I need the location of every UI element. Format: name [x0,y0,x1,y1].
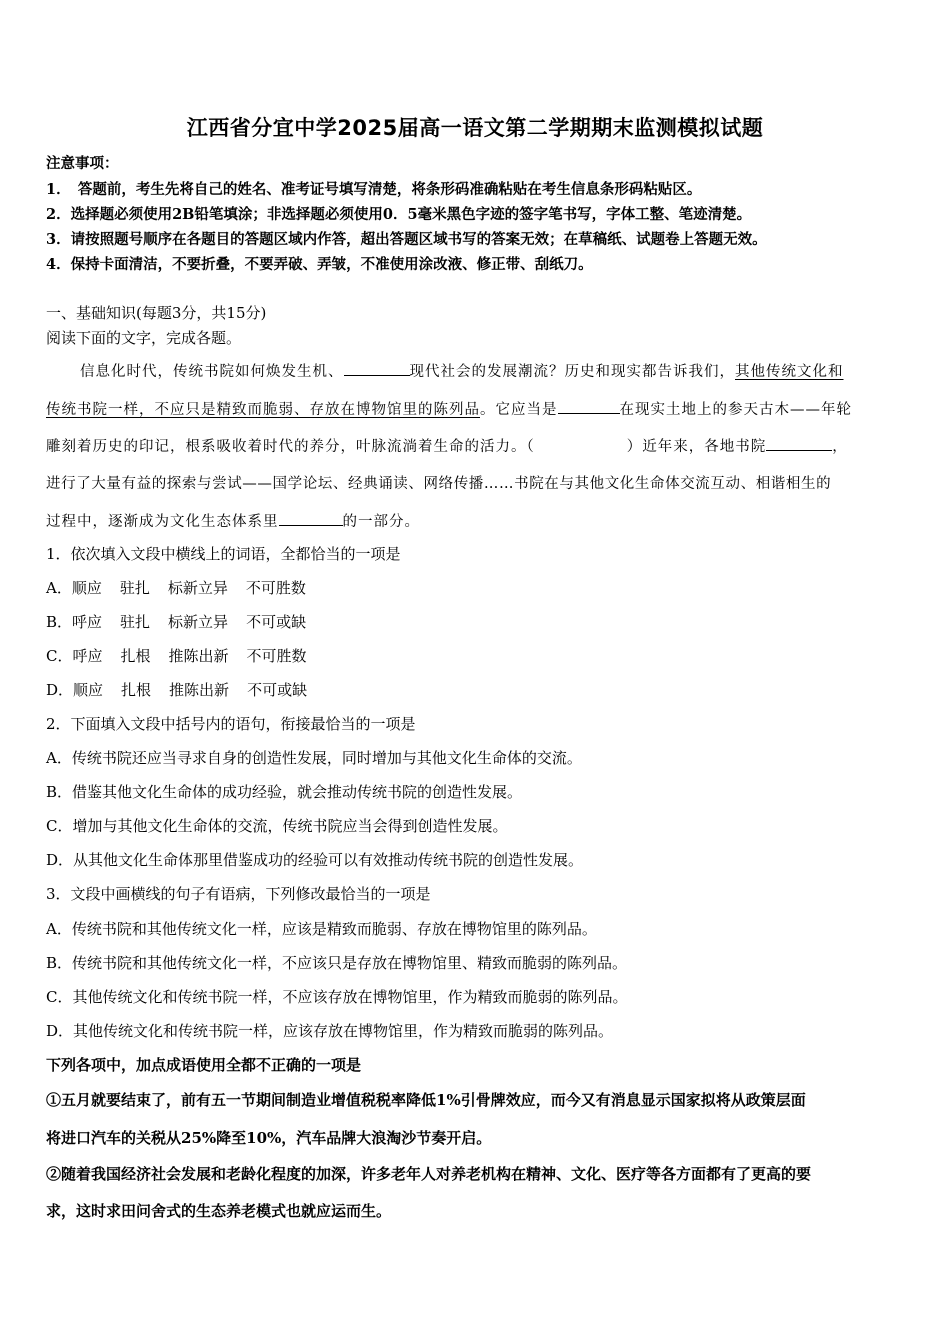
question-1-option-a: A．顺应 驻扎 标新立异 不可胜数 [46,579,306,597]
question-4-item-1: ①五月就要结束了，前有五一节期间制造业增值税税率降低1%引骨牌效应，而今又有消息显示国家拟将从政策层面 [46,1091,806,1109]
question-4-item-2-cont: 求，这时求田问舍式的生态养老模式也就应运而生。 [46,1202,392,1220]
notice-item: 3．请按照题号顺序在各题目的答题区域内作答，超出答题区域书写的答案无效；在草稿纸、试题卷上答题无效。 [46,231,767,248]
question-4-item-2: ②随着我国经济社会发展和老龄化程度的加深，许多老年人对养老机构在精神、文化、医疗等各方面都有了更高的要 [46,1165,812,1183]
question-4-item-1-cont: 将进口汽车的关税从25%降至10%，汽车品牌大浪淘沙节奏开启。 [46,1129,492,1147]
question-4-stem: 下列各项中，加点成语使用全都不正确的一项是 [46,1056,362,1074]
question-2-option-c: C．增加与其他文化生命体的交流，传统书院应当会得到创造性发展。 [46,817,508,835]
underlined-sentence: 其他传统文化和 [735,364,844,380]
blank-3 [766,436,832,451]
passage-line-4: 进行了大量有益的探索与尝试——国学论坛、经典诵读、网络传播……书院在与其他文化生命体交流互动、相谐相生的 [46,476,832,492]
page-title: 江西省分宜中学2025届高一语文第二学期期末监测模拟试题 [186,116,764,140]
blank-4 [279,511,343,526]
passage-line-3: 雕刻着历史的印记，根系吸收着时代的养分，叶脉流淌着生命的活力。（ ）近年来，各地书院 ， [46,435,906,456]
question-2-option-d: D．从其他文化生命体那里借鉴成功的经验可以有效推动传统书院的创造性发展。 [46,851,584,869]
question-3-stem: 3．文段中画横线的句子有语病，下列修改最恰当的一项是 [46,885,431,903]
passage-line-2: 传统书院一样，不应只是精致而脆弱、存放在博物馆里的陈列品。它应当是 在现实土地上的参天古木——年轮 [46,398,906,419]
notice-item: 2．选择题必须使用2B铅笔填涂；非选择题必须使用0．5毫米黑色字迹的签字笔书写，字体工整、笔迹清楚。 [46,206,752,223]
question-3-option-c: C．其他传统文化和传统书院一样，不应该存放在博物馆里，作为精致而脆弱的陈列品。 [46,988,628,1006]
question-1-stem: 1．依次填入文段中横线上的词语，全都恰当的一项是 [46,545,401,563]
question-1-option-c: C．呼应 扎根 推陈出新 不可胜数 [46,647,307,665]
blank-2 [558,399,620,414]
passage-line-5: 过程中，逐渐成为文化生态体系里 的一部分。 [46,510,906,531]
section-heading: 一、基础知识(每题3分，共15分) [46,304,267,322]
question-3-option-b: B．传统书院和其他传统文化一样，不应该只是存放在博物馆里、精致而脆弱的陈列品。 [46,954,628,972]
section-intro: 阅读下面的文字，完成各题。 [46,329,242,347]
notice-item: 4．保持卡面清洁，不要折叠，不要弄破、弄皱，不准使用涂改液、修正带、刮纸刀。 [46,256,593,273]
passage-line-1: 信息化时代，传统书院如何焕发生机、 现代社会的发展潮流？历史和现实都告诉我们，其他传统文化和 [80,360,906,381]
blank-1 [344,361,410,376]
notice-item: 1． 答题前，考生先将自己的姓名、准考证号填写清楚，将条形码准确粘贴在考生信息条形码粘贴区。 [46,181,702,198]
question-1-option-d: D．顺应 扎根 推陈出新 不可或缺 [46,681,308,699]
question-3-option-a: A．传统书院和其他传统文化一样，应该是精致而脆弱、存放在博物馆里的陈列品。 [46,920,597,938]
question-1-option-b: B．呼应 驻扎 标新立异 不可或缺 [46,613,307,631]
question-2-option-a: A．传统书院还应当寻求自身的创造性发展，同时增加与其他文化生命体的交流。 [46,749,582,767]
notice-heading: 注意事项： [46,155,119,172]
underlined-sentence: 传统书院一样，不应只是精致而脆弱、存放在博物馆里的陈列品 [46,402,480,418]
question-3-option-d: D．其他传统文化和传统书院一样，应该存放在博物馆里，作为精致而脆弱的陈列品。 [46,1022,614,1040]
question-2-option-b: B．借鉴其他文化生命体的成功经验，就会推动传统书院的创造性发展。 [46,783,523,801]
question-2-stem: 2．下面填入文段中括号内的语句，衔接最恰当的一项是 [46,715,416,733]
